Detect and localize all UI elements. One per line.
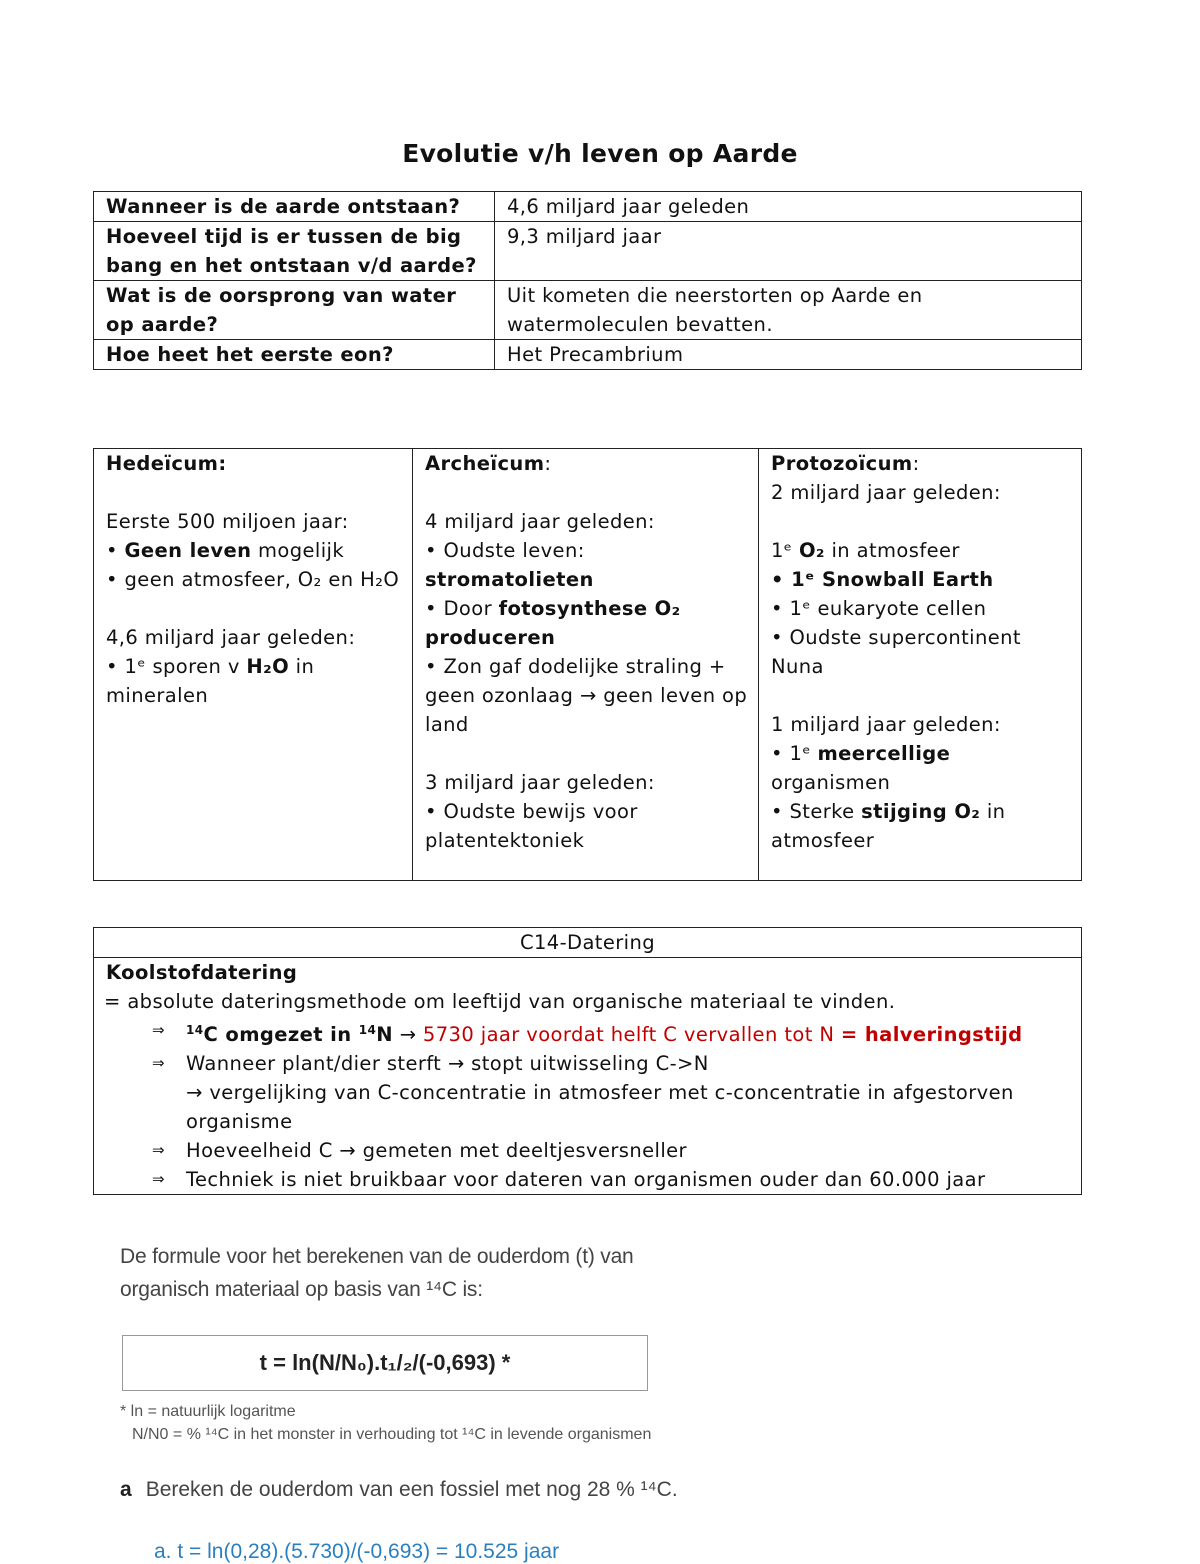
list-item: 1ᵉ O₂ in atmosfeer — [771, 539, 960, 562]
list-item: • Geen leven mogelijk — [106, 539, 345, 562]
formula-notes: * ln = natuurlijk logaritme N/N0 = % ¹⁴C in het monster in verhouding tot ¹⁴C in levende organismen — [120, 1403, 652, 1443]
table-row — [94, 340, 1082, 370]
archean-period-2: 3 miljard jaar geleden: — [425, 771, 655, 794]
hadean-title: Hedeïcum: — [106, 452, 227, 475]
list-item: • Oudste leven: stromatolieten — [425, 539, 594, 591]
table-row — [94, 958, 1082, 1195]
c14-body — [94, 958, 1082, 1195]
table-row — [94, 192, 1082, 222]
table-row — [94, 222, 1082, 281]
hadean-period-1: Eerste 500 miljoen jaar: — [106, 510, 349, 533]
proterozoic-cell — [759, 449, 1082, 881]
question-cell: Wanneer is de aarde ontstaan? — [94, 192, 495, 222]
formula-question: a Bereken de ouderdom van een fossiel met nog 28 % ¹⁴C. — [120, 1478, 678, 1501]
list-item: ⇒ Hoeveelheid C → gemeten met deeltjesversneller — [152, 1136, 1071, 1165]
list-item: ⇒ Techniek is niet bruikbaar voor dateren van organismen ouder dan 60.000 jaar — [152, 1165, 1071, 1194]
list-item: • 1ᵉ meercellige organismen — [771, 742, 951, 794]
archean-title: Archeïcum: — [425, 452, 552, 475]
answer-cell: 9,3 miljard jaar — [495, 222, 1082, 281]
list-item: • Zon gaf dodelijke straling + geen ozonlaag → geen leven op land — [425, 655, 748, 736]
eons-table — [93, 448, 1082, 881]
list-item: ⇒ Wanneer plant/dier sterft → stopt uitwisseling C->N → vergelijking van C-concentratie in atmosfeer met c-concentratie in afgestorven organisme — [152, 1049, 1071, 1136]
list-item: • geen atmosfeer, O₂ en H₂O — [106, 568, 400, 591]
hadean-cell — [94, 449, 413, 881]
c14-subtitle: Koolstofdatering — [106, 961, 298, 984]
list-item: • Oudste supercontinent Nuna — [771, 626, 1021, 678]
c14-definition: = absolute dateringsmethode om leeftijd van organische materiaal te vinden. — [104, 990, 896, 1013]
table-row — [94, 928, 1082, 958]
list-item: • 1ᵉ eukaryote cellen — [771, 597, 987, 620]
formula-answer: a. t = ln(0,28).(5.730)/(-0,693) = 10.525 jaar — [154, 1540, 560, 1563]
hadean-period-2: 4,6 miljard jaar geleden: — [106, 626, 356, 649]
formula-image — [120, 1240, 820, 1563]
list-item: • Door fotosynthese O₂ produceren — [425, 597, 681, 649]
list-item: ⇒ $^{14}$C omgezet in $^{14}$N → 5730 jaar voordat helft C vervallen tot N = halveringstijd — [152, 1016, 1071, 1049]
page-title: Evolutie v/h leven op Aarde — [402, 139, 798, 168]
answer-cell: Het Precambrium — [495, 340, 1082, 370]
c14-list — [104, 1016, 1071, 1194]
list-item: • Oudste bewijs voor platentektoniek — [425, 800, 638, 852]
formula-intro: De formule voor het berekenen van de ouderdom (t) van organisch materiaal op basis van ¹⁴C is: — [120, 1245, 634, 1301]
table-row — [94, 281, 1082, 340]
list-item: • 1ᵉ sporen v H₂O in mineralen — [106, 655, 315, 707]
question-cell: Hoe heet het eerste eon? — [94, 340, 495, 370]
proterozoic-period-2: 1 miljard jaar geleden: — [771, 713, 1001, 736]
c14-header: C14-Datering — [94, 928, 1082, 958]
list-item: • 1ᵉ Snowball Earth — [771, 568, 994, 591]
proterozoic-period-1: 2 miljard jaar geleden: — [771, 481, 1001, 504]
qa-table — [93, 191, 1082, 370]
answer-cell: Uit kometen die neerstorten op Aarde en watermoleculen bevatten. — [495, 281, 1082, 340]
c14-table — [93, 927, 1082, 1195]
archean-period-1: 4 miljard jaar geleden: — [425, 510, 655, 533]
answer-cell: 4,6 miljard jaar geleden — [495, 192, 1082, 222]
list-item: • Sterke stijging O₂ in atmosfeer — [771, 800, 1006, 852]
question-cell: Hoeveel tijd is er tussen de big bang en het ontstaan v/d aarde? — [94, 222, 495, 281]
question-cell: Wat is de oorsprong van water op aarde? — [94, 281, 495, 340]
table-row — [94, 449, 1082, 881]
archean-cell — [413, 449, 759, 881]
proterozoic-title: Protozoïcum: — [771, 452, 920, 475]
formula-equation: t = ln(N/N₀).t₁/₂/(-0,693) * — [122, 1335, 648, 1391]
